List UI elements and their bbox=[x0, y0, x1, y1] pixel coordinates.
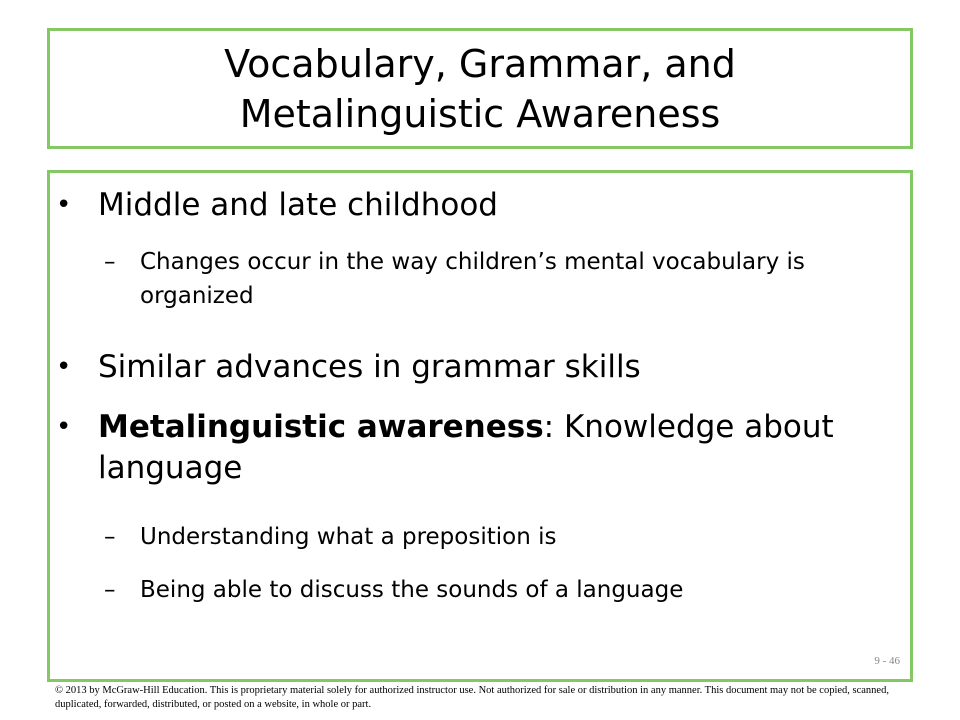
bullet-text: Middle and late childhood bbox=[98, 187, 498, 223]
sub-bullet-text: Understanding what a preposition is bbox=[140, 524, 557, 550]
bullet-term: Metalinguistic awareness bbox=[98, 409, 544, 445]
title-line-1: Vocabulary, Grammar, and bbox=[224, 41, 736, 86]
dash-marker: – bbox=[104, 524, 116, 550]
bullet-marker: • bbox=[56, 190, 72, 220]
dash-marker: – bbox=[104, 577, 116, 603]
sub-bullet-item bbox=[104, 245, 860, 313]
slide-title bbox=[224, 39, 736, 139]
page-number: 9 - 46 bbox=[874, 655, 900, 667]
bullet-item bbox=[56, 347, 888, 388]
sub-bullet-item bbox=[104, 573, 860, 607]
bullet-item bbox=[56, 185, 888, 226]
bullet-definition: : Knowledge about language bbox=[98, 409, 834, 486]
bullet-text: Similar advances in grammar skills bbox=[98, 349, 641, 385]
bullet-item bbox=[56, 407, 888, 489]
copyright-notice: © 2013 by McGraw-Hill Education. This is proprietary material solely for authorized instructor use. Not authorized for sale or distribution in any manner. This document may not be copied, scanned, duplicated, forwarded, distributed, or posted on a website, in whole or part. bbox=[55, 685, 889, 710]
dash-marker: – bbox=[104, 249, 116, 275]
sub-bullet-item bbox=[104, 520, 860, 554]
sub-bullet-text: Changes occur in the way children’s mental vocabulary is organized bbox=[140, 249, 805, 309]
bullet-marker: • bbox=[56, 412, 72, 442]
bullet-marker: • bbox=[56, 352, 72, 382]
title-box bbox=[47, 28, 913, 149]
sub-bullet-text: Being able to discuss the sounds of a language bbox=[140, 577, 684, 603]
title-line-2: Metalinguistic Awareness bbox=[239, 91, 721, 136]
content-box bbox=[47, 170, 913, 682]
